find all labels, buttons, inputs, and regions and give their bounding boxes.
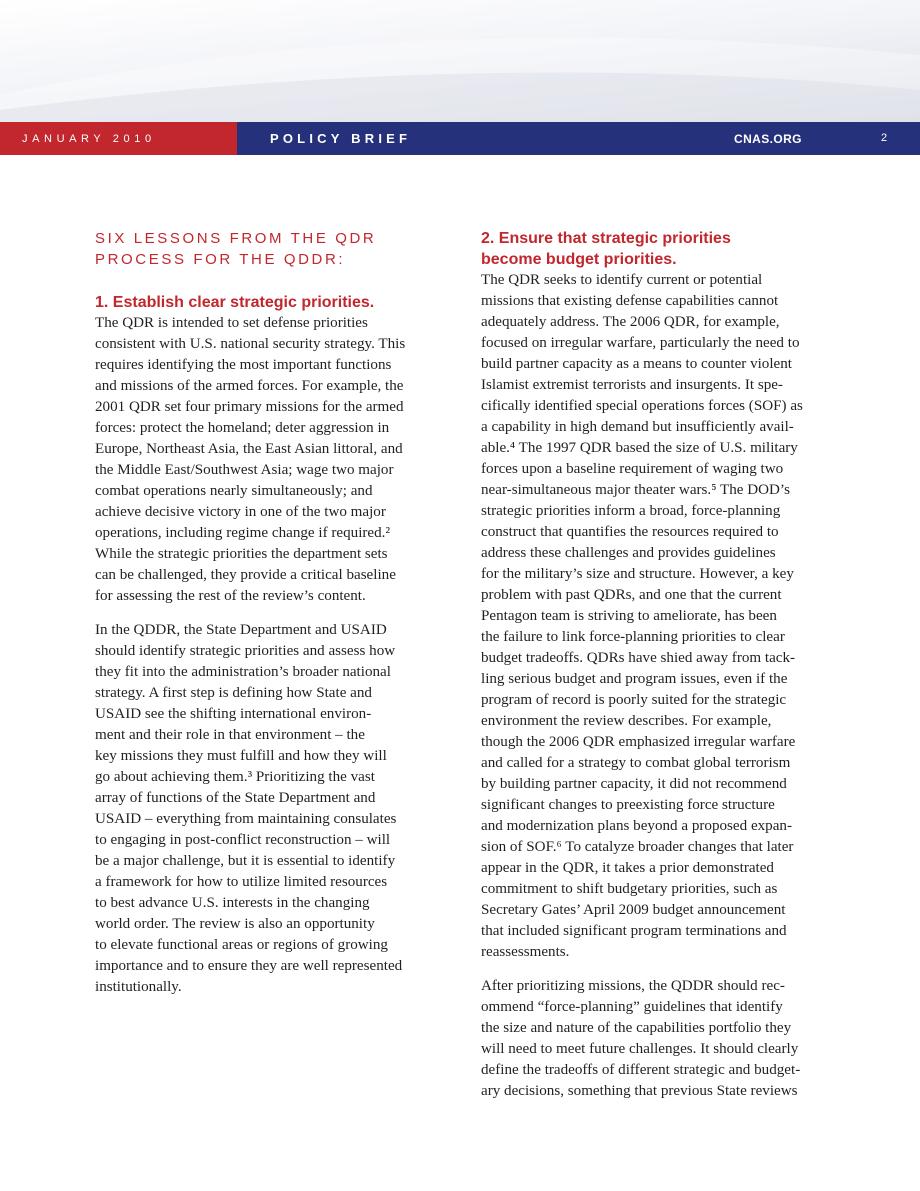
section-2-title: 2. Ensure that strategic priorities become budget priorities. <box>481 230 731 268</box>
header-swoosh-graphic <box>0 0 920 122</box>
header-title-panel <box>237 122 920 155</box>
site-link[interactable]: CNAS.ORG <box>734 132 802 146</box>
page-number: 2 <box>881 132 888 144</box>
section-1-paragraph-1: The QDR is intended to set defense priorities consistent with U.S. national security strategy. This requires identifying the most important functions and missions of the armed forces. For example, the 2001 QDR set four primary missions for the armed forces: protect the homeland; deter aggression in Europe, Northeast Asia, the East Asian littoral, and the Middle East/Southwest Asia; wage two major combat operations nearly simultaneously; and achieve decisive victory in one of the two major operations, including regime change if required.² While the strategic priorities the department sets can be challenged, they provide a critical baseline for assessing the rest of the review’s content. <box>95 315 406 604</box>
publication-title: POLICY BRIEF <box>270 131 412 146</box>
section-1-title: 1. Establish clear strategic priorities. <box>95 294 375 311</box>
lessons-heading: SIX LESSONS FROM THE QDR PROCESS FOR THE QDDR: <box>95 230 377 268</box>
right-column <box>481 226 831 1115</box>
publication-date: JANUARY 2010 <box>22 132 156 145</box>
section-2-paragraph-1: The QDR seeks to identify current or potential missions that existing defense capabilities cannot adequately address. The 2006 QDR, for example, focused on irregular warfare, particularly the need to build partner capacity as a means to counter violent Islamist extremist terrorists and insurgents. It spe- cifically identified special operations forces (SOF) as a capability in high demand but insufficiently avail- able.⁴ The 1997 QDR based the size of U.S. military forces upon a baseline requirement of waging two near-simultaneous major theater wars.⁵ The DOD’s strategic priorities inform a broad, force-planning construct that quantifies the resources required to address these challenges and provides guidelines for the military’s size and structure. However, a key problem with past QDRs, and one that the current Pentagon team is striving to ameliorate, has been the failure to link force-planning priorities to clear budget tradeoffs. QDRs have shied away from tack- ling serious budget and program issues, even if the program of record is poorly suited for the strategic environment the review describes. For example, though the 2006 QDR emphasized irregular warfare and called for a strategy to combat global terrorism by building partner capacity, it did not recommend significant changes to preexisting force structure and modernization plans beyond a proposed expan- sion of SOF.⁶ To catalyze broader changes that later appear in the QDR, it takes a prior demonstrated commitment to shift budgetary priorities, such as Secretary Gates’ April 2009 budget announcement that included significant program terminations and reassessments. <box>481 272 803 960</box>
header-band <box>0 122 920 155</box>
header-date-panel <box>0 122 237 155</box>
section-1-paragraph-2: In the QDDR, the State Department and USAID should identify strategic priorities and assess how they fit into the administration’s broader national strategy. A first step is defining how State and USAID see the shifting international environ- ment and their role in that environment – the key missions they must fulfill and how they will go about achieving them.³ Prioritizing the vast array of functions of the State Department and USAID – everything from maintaining consulates to engaging in post-conflict reconstruction – will be a major challenge, but it is essential to identify a framework for how to utilize limited resources to best advance U.S. interests in the changing world order. The review is also an opportunity to elevate functional areas or regions of growing importance and to ensure they are well represented institutionally. <box>95 622 403 995</box>
section-2-paragraph-2: After prioritizing missions, the QDDR should rec- ommend “force-planning” guidelines that identify the size and nature of the capabilities portfolio they will need to meet future challenges. It should clearly define the tradeoffs of different strategic and budget- ary decisions, something that previous State reviews <box>481 978 801 1099</box>
left-column <box>95 226 440 1011</box>
